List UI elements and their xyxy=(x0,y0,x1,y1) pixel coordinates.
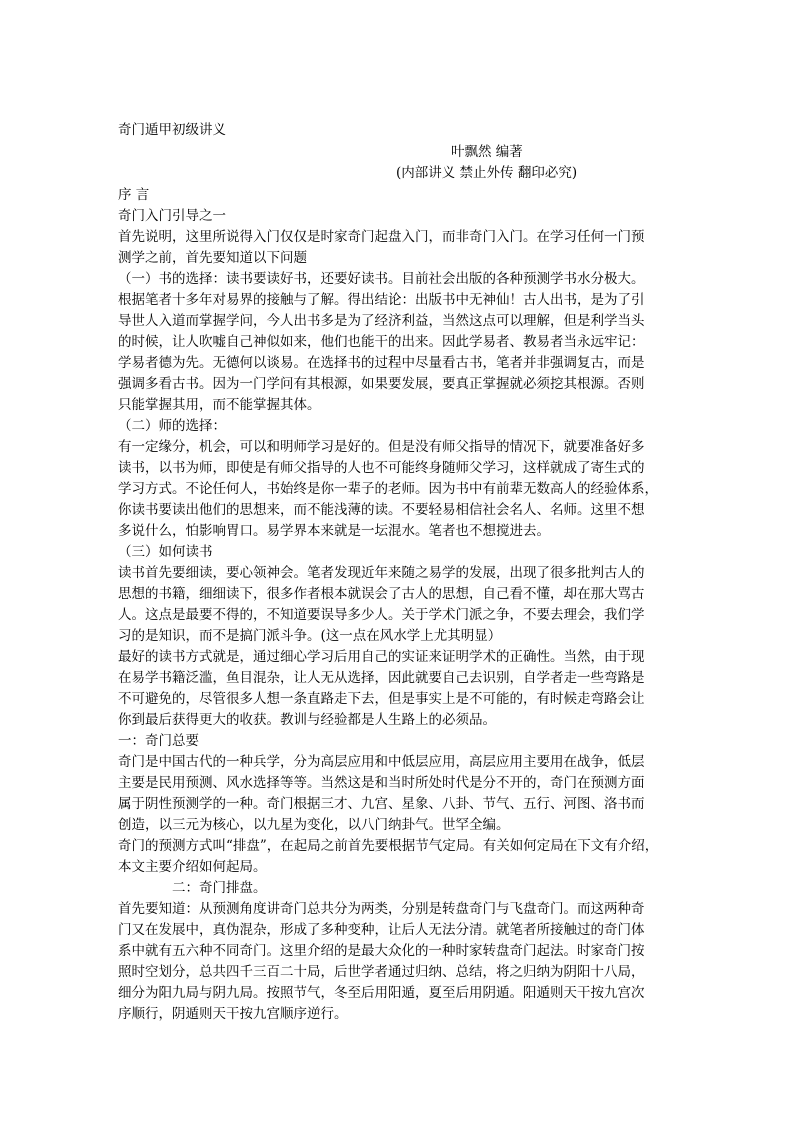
body-line: 门又在发展中，真伪混杂，形成了多种变种，让后人无法分清。就笔者所接触过的奇门体 xyxy=(118,922,645,938)
body-line: 首先要知道：从预测角度讲奇门总共分为两类，分别是转盘奇门与飞盘奇门。而这两种奇 xyxy=(118,901,645,917)
body-line: 有一定缘分，机会，可以和明师学习是好的。但是没有师父指导的情况下，就要准备好多 xyxy=(118,439,645,455)
heading-how-to-read: （三）如何读书 xyxy=(118,544,213,560)
body-line: 测学之前，首先要知道以下问题 xyxy=(118,250,307,266)
body-line: 你读书要读出他们的思想来，而不能浅薄的读。不要轻易相信社会名人、名师。这里不想 xyxy=(118,502,645,518)
heading-qimen-layout: 二：奇门排盘。 xyxy=(172,880,267,896)
body-line: 系中就有五六种不同奇门。这里介绍的是最大众化的一种时家转盘奇门起法。时家奇门按 xyxy=(118,943,645,959)
heading-book-choice: （一）书的选择：读书要读好书，还要好读书。目前社会出版的各种预测学书水分极大。 xyxy=(118,271,645,287)
body-line: 主要是民用预测、风水选择等等。当然这是和当时所处时代是分不开的，奇门在预测方面 xyxy=(118,775,645,791)
author-line: 叶飘然 编著 xyxy=(451,144,523,160)
body-line: 根据笔者十多年对易界的接触与了解。得出结论：出版书中无神仙！古人出书，是为了引 xyxy=(118,292,645,308)
body-line: 在易学书籍泛滥，鱼目混杂，让人无从选择，因此就要自己去识别，自学者走一些弯路是 xyxy=(118,670,645,686)
body-line: 学习方式。不论任何人，书始终是你一辈子的老师。因为书中有前辈无数高人的经验体系， xyxy=(118,481,658,497)
heading-teacher-choice: （二）师的选择： xyxy=(118,418,226,434)
body-line: 细分为阳九局与阴九局。按照节气，冬至后用阳遁，夏至后用阴遁。阳遁则天干按九宫次 xyxy=(118,985,645,1001)
body-line: 序顺行，阴遁则天干按九宫顺序逆行。 xyxy=(118,1006,348,1022)
body-line: 不可避免的，尽管很多人想一条直路走下去，但是事实上是不可能的，有时候走弯路会让 xyxy=(118,691,645,707)
body-line: 照时空划分，总共四千三百二十局，后世学者通过归纳、总结，将之归纳为阴阳十八局， xyxy=(118,964,645,980)
body-line: 思想的书籍，细细读下，很多作者根本就误会了古人的思想，自己看不懂，却在那大骂古 xyxy=(118,586,645,602)
body-line: 本文主要介绍如何起局。 xyxy=(118,859,267,875)
body-line: 人。这点是最要不得的，不知道要误导多少人。关于学术门派之争，不要去理会，我们学 xyxy=(118,607,645,623)
body-line: 习的是知识，而不是搞门派斗争。(这一点在风水学上尤其明显） xyxy=(118,628,502,644)
preface-heading: 序 言 xyxy=(118,187,150,203)
body-line: 创造，以三元为核心，以九星为变化，以八门纳卦气。世罕全编。 xyxy=(118,817,510,833)
body-line: 导世人入道而掌握学问，今人出书多是为了经济利益，当然这点可以理解，但是利学当头 xyxy=(118,313,645,329)
body-line: 属于阴性预测学的一种。奇门根据三才、九宫、星象、八卦、节气、五行、河图、洛书而 xyxy=(118,796,645,812)
body-line: 奇门是中国古代的一种兵学，分为高层应用和中低层应用，高层应用主要用在战争，低层 xyxy=(118,754,645,770)
document-title: 奇门遁甲初级讲义 xyxy=(118,122,226,138)
body-line: 你到最后获得更大的收获。教训与经验都是人生路上的必须品。 xyxy=(118,712,496,728)
section-subtitle: 奇门入门引导之一 xyxy=(118,208,226,224)
heading-qimen-overview: 一：奇门总要 xyxy=(118,733,199,749)
body-line: 多说什么，怕影响胃口。易学界本来就是一坛混水。笔者也不想搅进去。 xyxy=(118,523,550,539)
body-line: 学易者德为先。无德何以谈易。在选择书的过程中尽量看古书，笔者并非强调复古，而是 xyxy=(118,355,645,371)
body-line: 读书，以书为师，即使是有师父指导的人也不可能终身随师父学习，这样就成了寄生式的 xyxy=(118,460,645,476)
body-line: 最好的读书方式就是，通过细心学习后用自己的实证来证明学术的正确性。当然，由于现 xyxy=(118,649,645,665)
notice-line: (内部讲义 禁止外传 翻印必究) xyxy=(396,165,578,181)
body-line: 奇门的预测方式叫“排盘”，在起局之前首先要根据节气定局。有关如何定局在下文有介绍， xyxy=(118,838,659,854)
body-line: 首先说明，这里所说得入门仅仅是时家奇门起盘入门，而非奇门入门。在学习任何一门预 xyxy=(118,229,645,245)
body-line: 强调多看古书。因为一门学问有其根源，如果要发展，要真正掌握就必须挖其根源。否则 xyxy=(118,376,645,392)
body-line: 读书首先要细读，要心领神会。笔者发现近年来随之易学的发展，出现了很多批判古人的 xyxy=(118,565,645,581)
body-line: 只能掌握其用，而不能掌握其体。 xyxy=(118,397,321,413)
body-line: 的时候，让人吹嘘自己神似如来，他们也能干的出来。因此学易者、教易者当永远牢记： xyxy=(118,334,645,350)
